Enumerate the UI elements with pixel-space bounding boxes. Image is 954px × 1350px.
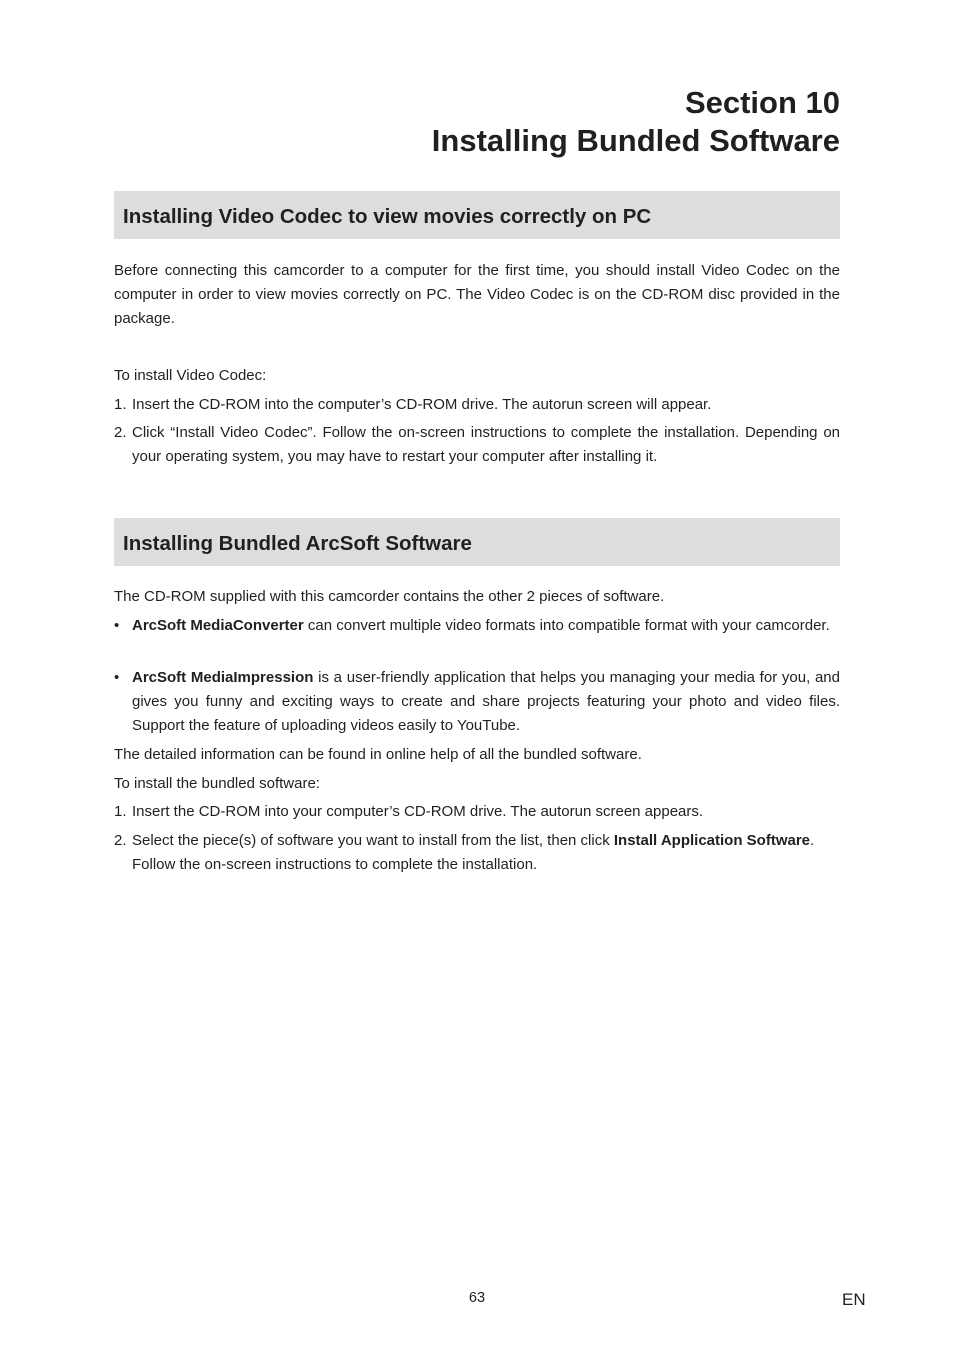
step-number: 1. [114,396,127,413]
bullet-text [132,614,840,638]
bullet-mediaimpression [114,666,840,738]
product-description: can convert multiple video formats into compatible format with your camcorder. [303,617,830,634]
step-text-start: Select the piece(s) of software you want to install from the list, then click [132,832,614,849]
arcsoft-step-1 [114,800,840,824]
codec-steps-label: To install Video Codec: [114,367,267,384]
step-text-end: . Follow the on-screen instructions to complete the installation. [132,832,815,873]
codec-step-2 [114,421,840,469]
step-text: Insert the CD-ROM into the computer’s CD-ROM drive. The autorun screen will appear. [132,396,712,413]
step-text: Click “Install Video Codec”. Follow the on-screen instructions to complete the installation. Depending on your operating system, you may have to restart your computer after installing it. [132,424,840,465]
codec-heading: Installing Video Codec to view movies correctly on PC [114,191,840,239]
step-text: Insert the CD-ROM into your computer’s CD-ROM drive. The autorun screen appears. [132,803,704,820]
bullet-mark: • [114,669,120,686]
step-number: 1. [114,803,127,820]
bullet-text [132,666,840,738]
product-description: is a user-friendly application that helps you managing your media for you, and gives you funny and exciting ways to create and share projects featuring your photo and video files. Support the feature of uploading videos easily to YouTube. [132,669,840,734]
arcsoft-intro: The CD-ROM supplied with this camcorder contains the other 2 pieces of software. [114,588,665,605]
step-number: 2. [114,424,127,441]
install-application-software-label: Install Application Software [613,832,811,849]
bullet-mediaconverter [114,614,840,638]
language-label: EN [842,1290,866,1309]
page-title [432,84,840,160]
arcsoft-step-2 [114,829,840,877]
step-number: 2. [114,832,127,849]
section-title: Installing Bundled Software [431,123,840,158]
page-number: 63 [468,1290,486,1306]
step-text [132,829,840,877]
arcsoft-info: The detailed information can be found in online help of all the bundled software. [114,746,642,763]
section-number: Section 10 [684,85,840,120]
arcsoft-heading: Installing Bundled ArcSoft Software [114,518,840,566]
product-name: ArcSoft MediaConverter [132,617,304,634]
product-name: ArcSoft MediaImpression [132,669,314,686]
bullet-mark: • [114,617,120,634]
codec-intro: Before connecting this camcorder to a computer for the first time, you should install Video Codec on the computer in order to view movies correctly on PC. The Video Codec is on the CD-ROM disc provided in the package. [114,262,840,327]
arcsoft-steps-label: To install the bundled software: [114,775,320,792]
codec-step-1 [114,393,840,417]
